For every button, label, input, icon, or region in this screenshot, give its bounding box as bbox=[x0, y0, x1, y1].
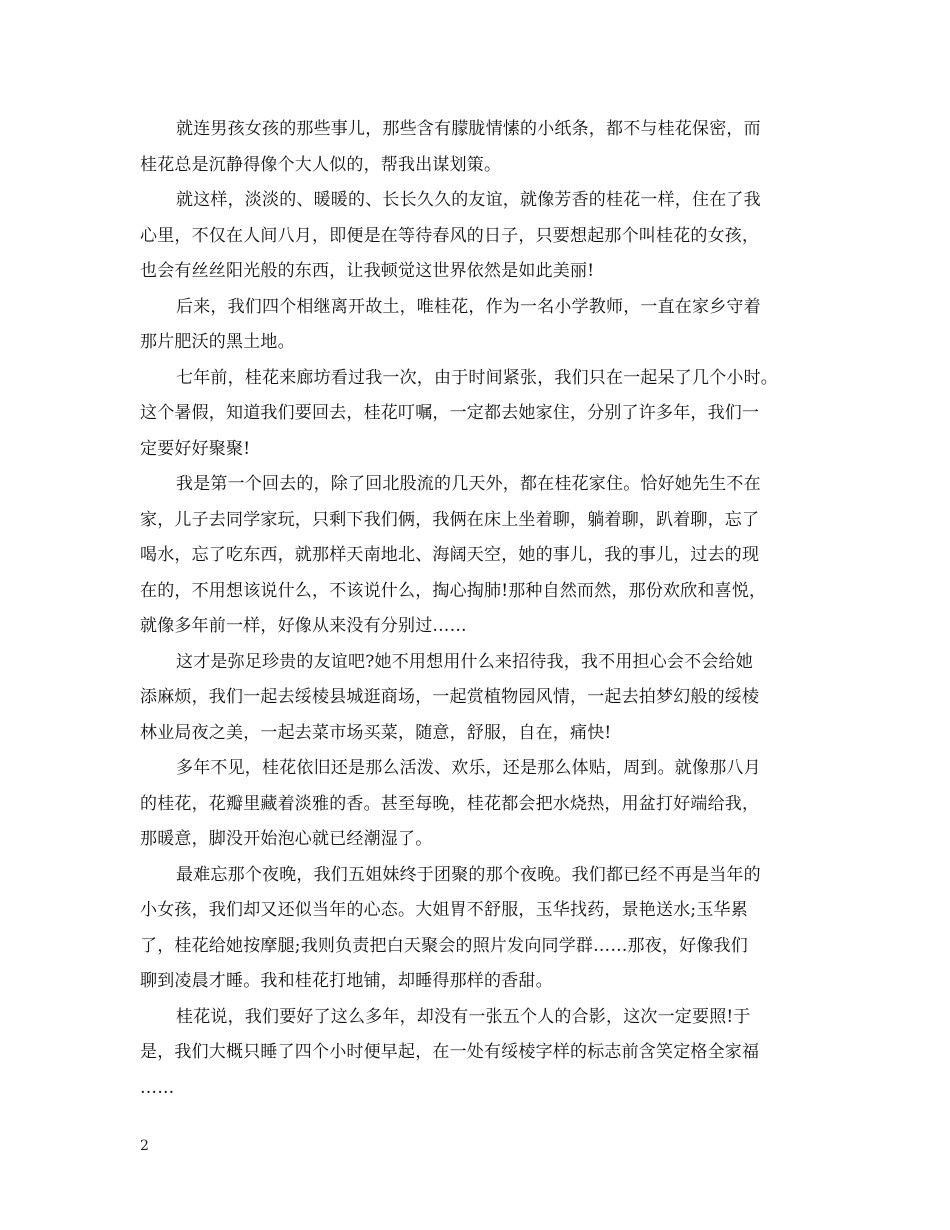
text-line: 就像多年前一样，好像从来没有分别过…… bbox=[140, 616, 467, 636]
text-line: 桂花说，我们要好了这么多年，却没有一张五个人的合影，这次一定要照!于 bbox=[176, 1006, 751, 1027]
text-line: 林业局夜之美，一起去菜市场买菜，随意，舒服，自在，痛快! bbox=[140, 722, 612, 743]
paragraph-6 bbox=[140, 645, 820, 752]
text-line: 的桂花，花瓣里藏着淡雅的香。甚至每晚，桂花都会把水烧热，用盆打好端给我， bbox=[140, 793, 760, 814]
paragraph-5 bbox=[140, 467, 820, 645]
paragraph-4 bbox=[140, 361, 820, 468]
text-line: 定要好好聚聚! bbox=[140, 438, 251, 459]
text-line: 小女孩，我们却又还似当年的心态。大姐胃不舒服，玉华找药，景艳送水;玉华累 bbox=[140, 900, 748, 920]
text-line: 这个暑假，知道我们要回去，桂花叮嘱，一定都去她家住，分别了许多年，我们一 bbox=[140, 403, 760, 423]
paragraph-1 bbox=[140, 112, 820, 183]
text-line: 桂花总是沉静得像个大人似的，帮我出谋划策。 bbox=[140, 154, 502, 175]
paragraph-2 bbox=[140, 183, 820, 290]
paragraph-8 bbox=[140, 858, 820, 1000]
text-line: 了，桂花给她按摩腿;我则负责把白天聚会的照片发向同学群……那夜，好像我们 bbox=[140, 935, 748, 956]
text-line: 后来，我们四个相继离开故土，唯桂花，作为一名小学教师，一直在家乡守着 bbox=[176, 296, 761, 317]
text-line: 最难忘那个夜晚，我们五姐妹终于团聚的那个夜晚。我们都已经不再是当年的 bbox=[176, 864, 761, 885]
paragraph-7 bbox=[140, 751, 820, 858]
text-line: 那暖意，脚没开始泡心就已经潮湿了。 bbox=[140, 829, 433, 849]
paragraph-3 bbox=[140, 290, 820, 361]
text-line: 聊到凌晨才睡。我和桂花打地铺，却睡得那样的香甜。 bbox=[140, 971, 553, 991]
document-body bbox=[140, 112, 820, 1106]
text-line: 那片肥沃的黑土地。 bbox=[140, 332, 295, 352]
text-line: 就这样，淡淡的、暖暖的、长长久久的友谊，就像芳香的桂花一样，住在了我 bbox=[176, 190, 761, 210]
text-line: 也会有丝丝阳光般的东西，让我顿觉这世界依然是如此美丽! bbox=[140, 261, 595, 281]
text-line: 七年前，桂花来廊坊看过我一次，由于时间紧张，我们只在一起呆了几个小时。 bbox=[176, 367, 778, 388]
text-line: 我是第一个回去的，除了回北股流的几天外，都在桂花家住。恰好她先生不在 bbox=[176, 474, 761, 494]
text-line: 喝水，忘了吃东西，就那样天南地北、海阔天空，她的事儿，我的事儿，过去的现 bbox=[140, 545, 760, 565]
paragraph-9 bbox=[140, 1000, 820, 1107]
text-line: 家，儿子去同学家玩，只剩下我们俩，我俩在床上坐着聊，躺着聊，趴着聊，忘了 bbox=[140, 509, 760, 530]
text-line: 心里，不仅在人间八月，即便是在等待春风的日子，只要想起那个叫桂花的女孩， bbox=[140, 225, 760, 246]
text-line: 就连男孩女孩的那些事儿，那些含有朦胧情愫的小纸条，都不与桂花保密，而 bbox=[176, 119, 761, 139]
text-line: 在的，不用想该说什么，不该说什么，掏心掏肺!那种自然而然，那份欢欣和喜悦， bbox=[140, 580, 767, 601]
text-line: …… bbox=[140, 1077, 175, 1098]
page-number: 2 bbox=[140, 1138, 149, 1154]
text-line: 是，我们大概只睡了四个小时便早起，在一处有绥棱字样的标志前含笑定格全家福 bbox=[140, 1042, 760, 1062]
text-line: 多年不见，桂花依旧还是那么活泼、欢乐，还是那么体贴，周到。就像那八月 bbox=[176, 758, 761, 778]
text-line: 添麻烦，我们一起去绥棱县城逛商场，一起赏植物园风情，一起去拍梦幻般的绥棱 bbox=[140, 687, 760, 707]
text-line: 这才是弥足珍贵的友谊吧?她不用想用什么来招待我，我不用担心会不会给她 bbox=[176, 651, 753, 672]
